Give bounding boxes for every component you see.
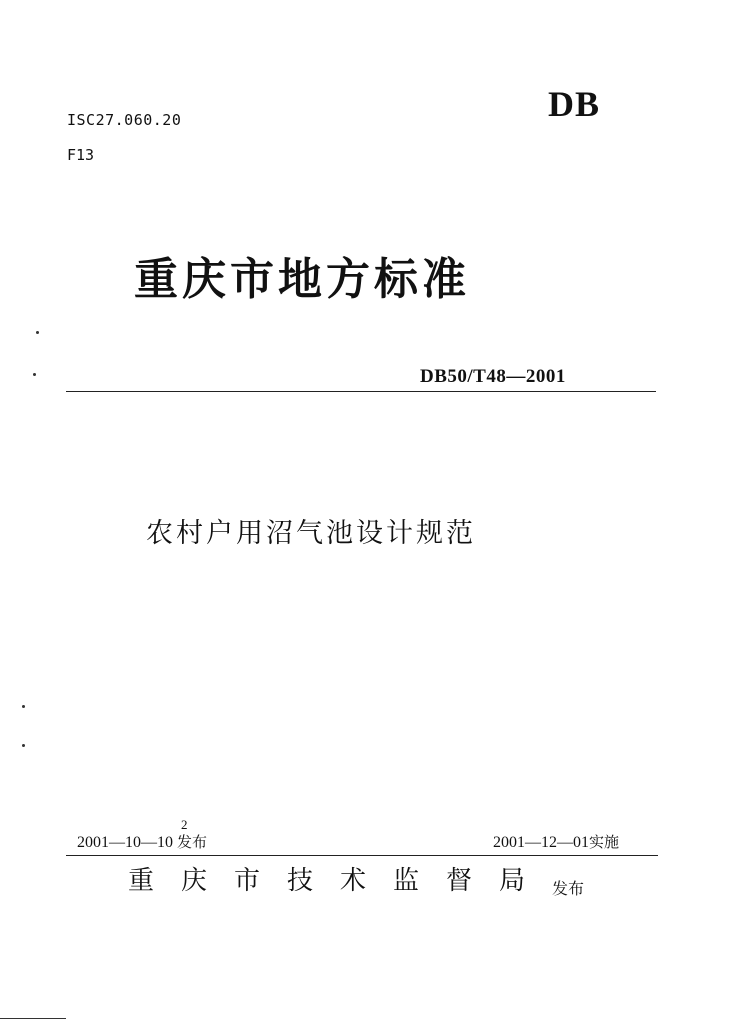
publisher-name: [128, 868, 552, 894]
ccs-code: F13: [67, 146, 95, 164]
publisher-char: 局: [499, 866, 526, 896]
bottom-rule: [66, 855, 658, 856]
publisher-char: 技: [287, 866, 314, 896]
implement-date: 2001—12—01: [493, 834, 589, 851]
publisher-char: 监: [393, 866, 420, 896]
issue-label: 发布: [177, 833, 208, 851]
implement-date-line: [493, 831, 619, 852]
publisher-char: 重: [128, 866, 155, 896]
main-title: 重庆市地方标准: [134, 254, 470, 305]
issue-date-correction: 2: [181, 817, 188, 832]
scan-speck: [22, 744, 25, 747]
standard-number: DB50/T48—2001: [420, 366, 566, 387]
footer-rule: [0, 1018, 66, 1019]
issue-date-line: [77, 831, 207, 852]
publisher-label: 发布: [552, 879, 585, 898]
scan-speck: [33, 373, 36, 376]
publisher-char: 市: [234, 866, 261, 896]
scan-speck: [36, 331, 39, 334]
document-title: 农村户用沼气池设计规范: [146, 518, 476, 549]
scan-speck: [22, 705, 25, 708]
ics-code: ISC27.060.20: [67, 111, 182, 129]
publisher-char: 术: [340, 866, 367, 896]
top-rule: [66, 391, 656, 392]
db-mark: DB: [548, 84, 601, 124]
publisher-char: 督: [446, 866, 473, 896]
publisher-char: 庆: [181, 866, 208, 896]
implement-label: 实施: [589, 833, 620, 851]
issue-date: 2001—10—10: [77, 834, 173, 851]
